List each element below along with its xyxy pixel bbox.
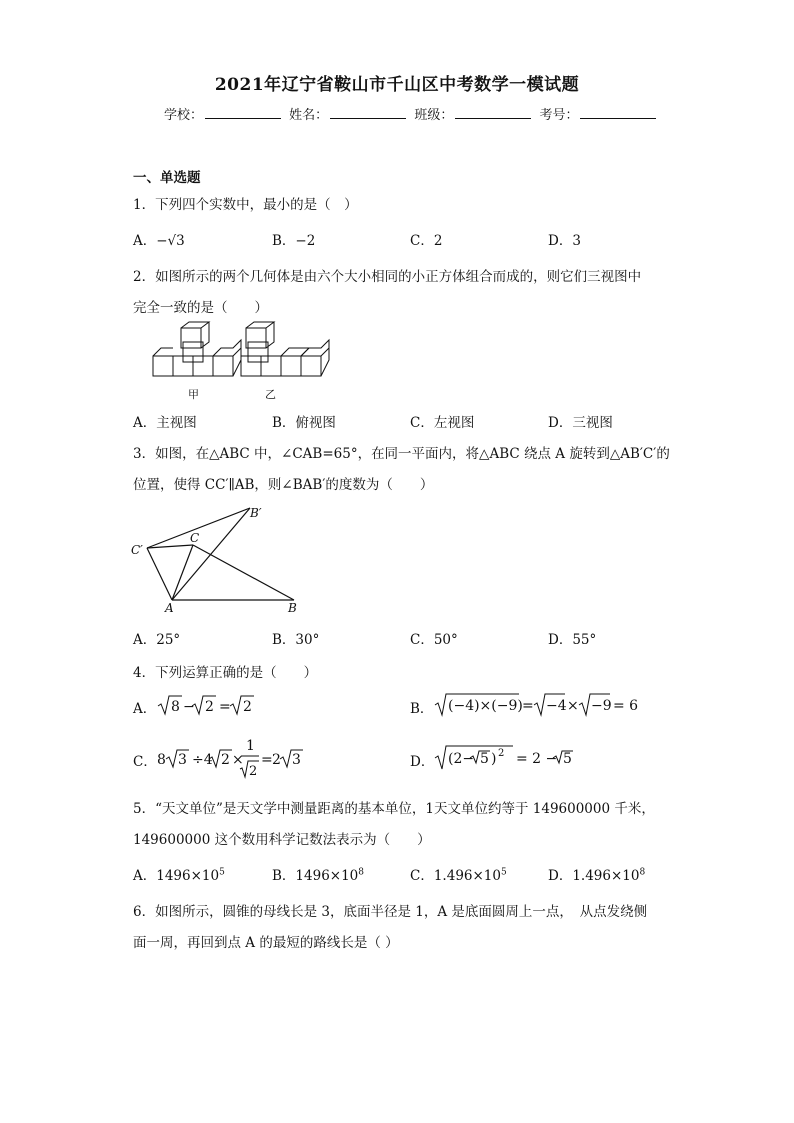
svg-text:2: 2 bbox=[243, 699, 252, 715]
class-label: 班级： bbox=[414, 108, 454, 123]
q4-option-d-label: D． bbox=[410, 754, 435, 770]
q5-option-d bbox=[548, 864, 645, 884]
q5-option-d-base: 1.496×10 bbox=[572, 868, 640, 884]
q3-triangle-figure bbox=[128, 500, 308, 618]
segment-AC-prime bbox=[147, 548, 172, 600]
q2-cube-figures bbox=[148, 322, 328, 404]
point-label-A: A bbox=[165, 601, 174, 615]
q4-option-c-label: C． bbox=[133, 754, 157, 770]
svg-text:2: 2 bbox=[498, 748, 505, 759]
class-blank[interactable] bbox=[455, 106, 531, 119]
q1-option-a bbox=[133, 229, 185, 249]
svg-text:= 6: = 6 bbox=[613, 698, 639, 714]
point-label-C-prime: C′ bbox=[131, 543, 143, 557]
q5-option-d-exponent: 8 bbox=[639, 867, 646, 878]
q1-option-a-math: −√3 bbox=[156, 233, 185, 249]
point-label-C: C bbox=[190, 531, 200, 545]
q4-option-a-formula bbox=[156, 692, 256, 718]
q3-option-d: D．55° bbox=[548, 632, 597, 648]
svg-text:=: = bbox=[261, 752, 273, 768]
svg-text:2: 2 bbox=[272, 752, 281, 768]
q4-option-d-formula bbox=[433, 742, 583, 772]
svg-text:(2−: (2− bbox=[448, 751, 475, 767]
q2-option-a: A．主视图 bbox=[133, 415, 197, 431]
q1-option-c: C．2 bbox=[410, 233, 443, 249]
q4-option-b-formula bbox=[433, 690, 639, 718]
point-label-B-prime: B′ bbox=[250, 506, 262, 520]
question-5-stem-line-1: 5．“天文单位”是天文学中测量距离的基本单位，1天文单位约等于 149600000 千米， bbox=[133, 801, 655, 817]
q5-option-b-base: 1496×10 bbox=[295, 868, 359, 884]
question-6-stem-line-2: 面一周，再回到点 A 的最短的路线长是（ ） bbox=[133, 935, 399, 951]
name-label: 姓名： bbox=[289, 108, 329, 123]
q2-option-b: B．俯视图 bbox=[272, 415, 336, 431]
q3-option-b: B．30° bbox=[272, 632, 320, 648]
svg-text:(−4)×(−9): (−4)×(−9) bbox=[448, 698, 523, 714]
q5-option-c-label: C． bbox=[410, 868, 434, 884]
q5-option-c-exponent: 5 bbox=[500, 867, 507, 878]
svg-text:=: = bbox=[219, 699, 231, 715]
q3-option-c: C．50° bbox=[410, 632, 458, 648]
q2-option-c: C．左视图 bbox=[410, 415, 475, 431]
student-info-line bbox=[164, 104, 660, 123]
svg-text:1: 1 bbox=[246, 738, 255, 754]
q5-option-c bbox=[410, 864, 507, 884]
q4-option-a-label: A． bbox=[133, 701, 157, 717]
svg-text:8: 8 bbox=[171, 699, 180, 715]
svg-text:=: = bbox=[522, 698, 534, 714]
svg-text:3: 3 bbox=[178, 752, 187, 768]
q4-option-c-formula bbox=[156, 733, 316, 781]
figure-yi-cubes bbox=[241, 322, 329, 376]
q5-option-d-label: D． bbox=[548, 868, 573, 884]
figure-jia-cubes bbox=[153, 322, 241, 376]
question-3-stem-line-1: 3．如图，在△ABC 中，∠CAB=65°，在同一平面内，将△ABC 绕点 A 旋转到△AB′C′的 bbox=[133, 446, 670, 462]
q5-option-c-base: 1.496×10 bbox=[433, 868, 501, 884]
svg-text:= 2 −: = 2 − bbox=[516, 751, 558, 767]
svg-text:): ) bbox=[491, 751, 497, 767]
segment-AC bbox=[172, 545, 193, 600]
question-2-stem-line-1: 2．如图所示的两个几何体是由六个大小相同的小正方体组合而成的，则它们三视图中 bbox=[133, 269, 642, 285]
segment-AB-prime bbox=[172, 508, 250, 600]
question-1-stem: 1．下列四个实数中，最小的是（ ） bbox=[133, 197, 358, 213]
svg-text:8: 8 bbox=[157, 752, 166, 768]
question-6-stem-line-1: 6．如图所示，圆锥的母线长是 3，底面半径是 1，A 是底面圆周上一点， 从点发绕侧 bbox=[133, 904, 648, 920]
q5-option-a-label: A． bbox=[133, 868, 157, 884]
q4-option-b-label: B． bbox=[410, 701, 434, 717]
q1-option-a-label: A． bbox=[133, 233, 157, 249]
school-blank[interactable] bbox=[205, 106, 281, 119]
page-title: 2021年辽宁省鞍山市千山区中考数学一模试题 bbox=[214, 75, 580, 95]
q5-option-a bbox=[133, 864, 225, 884]
q5-option-b bbox=[272, 864, 364, 884]
exam-number-label: 考号： bbox=[539, 108, 579, 123]
name-blank[interactable] bbox=[330, 106, 406, 119]
q3-option-a: A．25° bbox=[133, 632, 181, 648]
q1-option-d: D．3 bbox=[548, 233, 581, 249]
svg-text:5: 5 bbox=[563, 751, 572, 767]
figure-jia-label: 甲 bbox=[188, 388, 199, 401]
q5-option-b-label: B． bbox=[272, 868, 296, 884]
question-4-stem: 4．下列运算正确的是（ ） bbox=[133, 665, 318, 681]
section-heading: 一、单选题 bbox=[133, 170, 201, 186]
svg-text:2: 2 bbox=[205, 699, 214, 715]
point-label-B: B bbox=[288, 601, 297, 615]
svg-text:2: 2 bbox=[249, 764, 258, 779]
svg-text:×: × bbox=[232, 752, 244, 768]
q5-option-b-exponent: 8 bbox=[358, 867, 365, 878]
figure-yi-label: 乙 bbox=[265, 388, 276, 401]
svg-text:3: 3 bbox=[292, 752, 301, 768]
q5-option-a-exponent: 5 bbox=[219, 867, 225, 878]
svg-text:−: − bbox=[183, 699, 195, 715]
question-5-stem-line-2: 149600000 这个数用科学记数法表示为（ ） bbox=[133, 832, 431, 848]
segment-CB bbox=[193, 545, 294, 600]
exam-number-blank[interactable] bbox=[580, 106, 656, 119]
svg-text:2: 2 bbox=[221, 752, 230, 768]
question-3-stem-line-2: 位置，使得 CC′∥AB，则∠BAB′的度数为（ ） bbox=[133, 477, 434, 493]
svg-text:−9: −9 bbox=[591, 698, 612, 714]
svg-text:−4: −4 bbox=[546, 698, 567, 714]
q5-option-a-base: 1496×10 bbox=[156, 868, 220, 884]
svg-text:5: 5 bbox=[480, 751, 489, 767]
svg-text:×: × bbox=[567, 698, 579, 714]
q1-option-b: B．−2 bbox=[272, 233, 316, 249]
question-2-stem-line-2: 完全一致的是（ ） bbox=[133, 300, 268, 316]
school-label: 学校： bbox=[164, 108, 204, 123]
svg-text:÷4: ÷4 bbox=[192, 752, 213, 768]
q2-option-d: D．三视图 bbox=[548, 415, 613, 431]
